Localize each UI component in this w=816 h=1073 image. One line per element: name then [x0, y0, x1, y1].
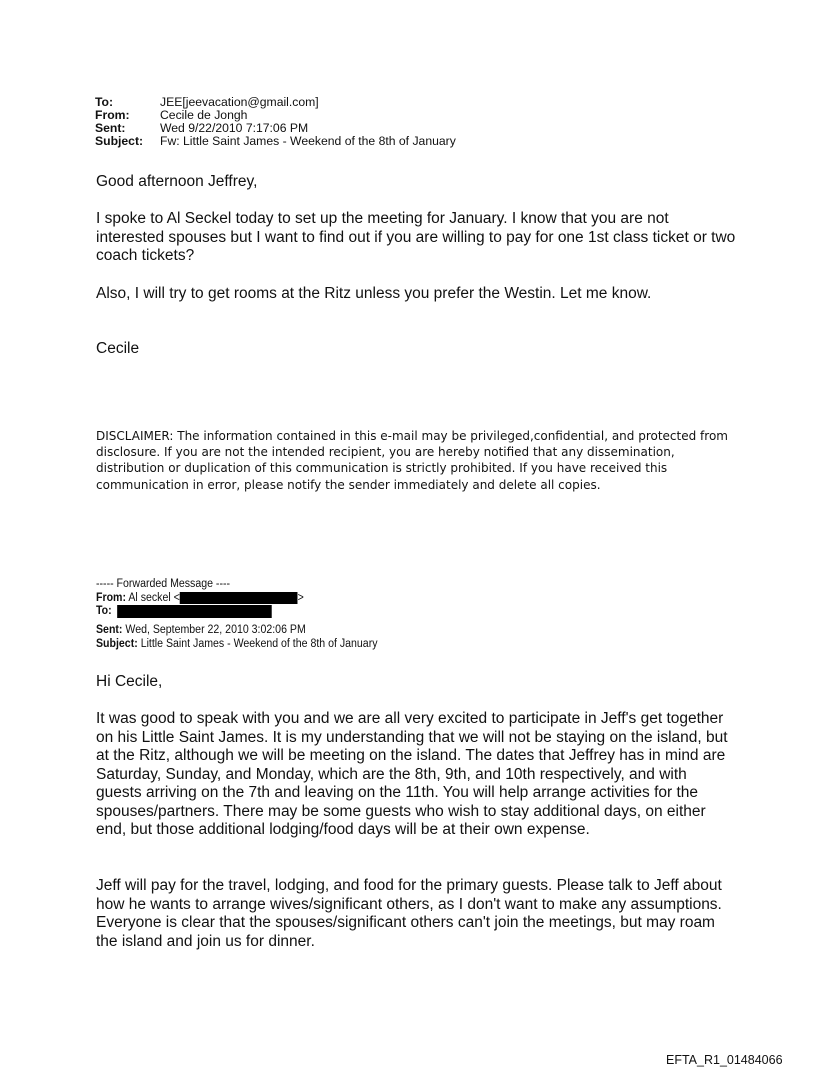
- forwarded-from-close: >: [297, 592, 304, 604]
- forwarded-para1: It was good to speak with you and we are all very excited to participate in Jeff's get together on his Little Saint James. It is my understanding that we will not be staying on the island, but at the Ritz, although we will be meeting on the island. The dates that Jeffrey has in mind are Saturday, Sunday, and Monday, which are the 8th, 9th, and 10th respectively, and with guests arriving on the 7th and leaving on the 11th. You will help arrange activities for the spouses/partners. There may be some guests who wish to stay additional days, on either end, but those additional lodging/food days will be at their own expense.: [96, 710, 728, 838]
- message-signature: Cecile: [96, 340, 140, 357]
- header-from-label: From:: [95, 108, 130, 122]
- forwarded-to-label: To:: [96, 605, 112, 617]
- header-from-value: Cecile de Jongh: [160, 108, 248, 122]
- forwarded-to-row: [96, 605, 272, 618]
- header-subject-label: Subject:: [95, 134, 144, 148]
- forwarded-sent-row: [96, 624, 306, 636]
- message-greeting: Good afternoon Jeffrey,: [96, 173, 258, 190]
- message-para2: Also, I will try to get rooms at the Ritz unless you prefer the Westin. Let me know.: [96, 285, 652, 302]
- document-id: EFTA_R1_01484066: [666, 1053, 783, 1067]
- forwarded-subject-value: Little Saint James - Weekend of the 8th of January: [140, 638, 378, 650]
- forwarded-greeting: Hi Cecile,: [96, 673, 163, 690]
- message-para1: I spoke to Al Seckel today to set up the meeting for January. I know that you are not interested spouses but I want to find out if you are willing to pay for one 1st class ticket or two coach tickets?: [96, 210, 736, 264]
- header-subject-value: Fw: Little Saint James - Weekend of the 8th of January: [160, 134, 456, 148]
- header-to-label: To:: [95, 95, 114, 109]
- header-to-value: JEE[jeevacation@gmail.com]: [160, 95, 319, 109]
- disclaimer-text: DISCLAIMER: The information contained in this e-mail may be privileged,confidential, and protected from disclosure. If you are not the intended recipient, you are hereby notified that any dissemination, distribution or duplication of this communication is strictly prohibited. If you have received this communication in error, please notify the sender immediately and delete all copies.: [96, 429, 728, 492]
- forwarded-sent-value: Wed, September 22, 2010 3:02:06 PM: [125, 624, 306, 636]
- forwarded-para2: Jeff will pay for the travel, lodging, and food for the primary guests. Please talk to Jeff about how he wants to arrange wives/significant others, as I don't want to make any assumptions. Everyone is clear that the spouses/significant others can't join the meetings, but may roam the island and join us for dinner.: [96, 877, 722, 950]
- redaction-bar: [117, 605, 272, 618]
- forwarded-from-label: From:: [96, 592, 126, 604]
- header-sent-label: Sent:: [95, 121, 126, 135]
- forwarded-from-value: Al seckel <: [128, 592, 180, 604]
- redaction-bar: [180, 592, 298, 604]
- forwarded-from-row: [96, 592, 304, 604]
- forwarded-subject-row: [96, 638, 378, 650]
- forwarded-subject-label: Subject:: [96, 638, 138, 650]
- header-sent-value: Wed 9/22/2010 7:17:06 PM: [160, 121, 309, 135]
- forwarded-sent-label: Sent:: [96, 624, 123, 636]
- forwarded-banner: ----- Forwarded Message ----: [96, 578, 231, 590]
